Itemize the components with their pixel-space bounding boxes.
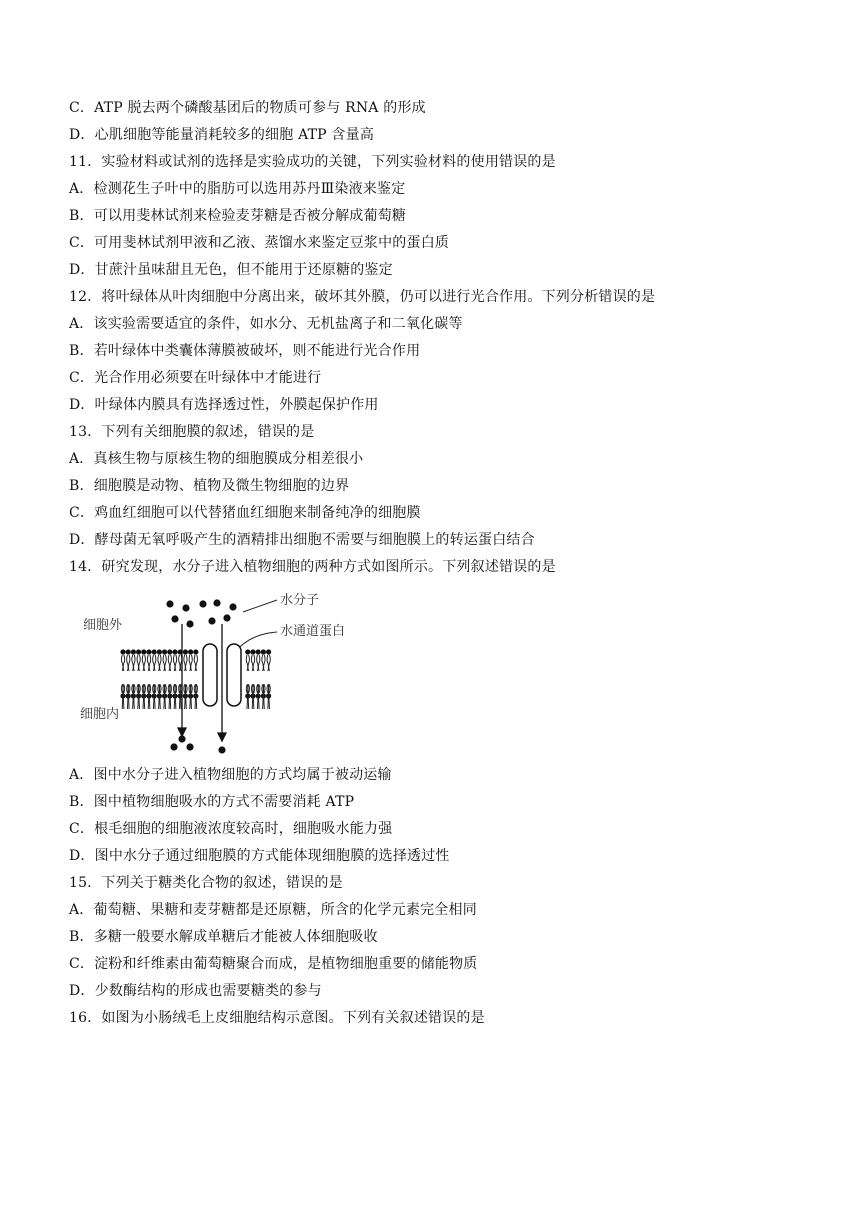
q13-option-c: C．鸡血红细胞可以代替猪血红细胞来制备纯净的细胞膜: [69, 505, 421, 521]
label-inside-cell: 细胞内: [80, 707, 120, 722]
q13-stem: 13．下列有关细胞膜的叙述，错误的是: [69, 424, 315, 440]
q12-option-c: C．光合作用必须要在叶绿体中才能进行: [69, 370, 322, 386]
membrane-diagram: [75, 582, 375, 757]
q14-stem: 14．研究发现，水分子进入植物细胞的两种方式如图所示。下列叙述错误的是: [69, 559, 556, 575]
q15-option-d: D．少数酶结构的形成也需要糖类的参与: [69, 983, 322, 999]
phospholipid-tails: [121, 655, 270, 709]
q11-option-a: A．检测花生子叶中的脂肪可以选用苏丹Ⅲ染液来鉴定: [69, 181, 406, 197]
q13-option-b: B．细胞膜是动物、植物及微生物细胞的边界: [69, 478, 350, 494]
q14-option-a: A．图中水分子进入植物细胞的方式均属于被动运输: [69, 767, 392, 783]
q14-option-c: C．根毛细胞的细胞液浓度较高时，细胞吸水能力强: [69, 821, 393, 837]
q15-option-c: C．淀粉和纤维素由葡萄糖聚合而成，是植物细胞重要的储能物质: [69, 956, 478, 972]
water-leader-line: [243, 600, 277, 612]
q16-stem: 16．如图为小肠绒毛上皮细胞结构示意图。下列有关叙述错误的是: [69, 1010, 485, 1026]
q15-stem: 15．下列关于糖类化合物的叙述，错误的是: [69, 875, 343, 891]
label-aquaporin: 水通道蛋白: [280, 624, 346, 639]
q12-option-b: B．若叶绿体中类囊体薄膜被破坏，则不能进行光合作用: [69, 343, 421, 359]
q11-option-b: B．可以用斐林试剂来检验麦芽糖是否被分解成葡萄糖: [69, 208, 407, 224]
water-channel-figure: [75, 582, 375, 757]
q10-option-d: D．心肌细胞等能量消耗较多的细胞 ATP 含量高: [69, 127, 375, 143]
q15-option-b: B．多糖一般要水解成单糖后才能被人体细胞吸收: [69, 929, 378, 945]
q11-option-c: C．可用斐林试剂甲液和乙液、蒸馏水来鉴定豆浆中的蛋白质: [69, 235, 450, 251]
water-molecules-inside: [170, 735, 225, 753]
label-outside-cell: 细胞外: [83, 618, 123, 633]
q10-option-c: C．ATP 脱去两个磷酸基团后的物质可参与 RNA 的形成: [69, 100, 426, 116]
q11-stem: 11．实验材料或试剂的选择是实验成功的关键，下列实验材料的使用错误的是: [69, 154, 556, 170]
q14-option-b: B．图中植物细胞吸水的方式不需要消耗 ATP: [69, 794, 355, 810]
q13-option-d: D．酵母菌无氧呼吸产生的酒精排出细胞不需要与细胞膜上的转运蛋白结合: [69, 532, 535, 548]
q12-option-a: A．该实验需要适宜的条件，如水分、无机盐离子和二氧化碳等: [69, 316, 463, 332]
q11-option-d: D．甘蔗汁虽味甜且无色，但不能用于还原糖的鉴定: [69, 262, 393, 278]
q12-option-d: D．叶绿体内膜具有选择透过性，外膜起保护作用: [69, 397, 379, 413]
q12-stem: 12．将叶绿体从叶肉细胞中分离出来，破坏其外膜，仍可以进行光合作用。下列分析错误的是: [69, 289, 656, 305]
transport-arrows: [178, 624, 226, 741]
q13-option-a: A．真核生物与原核生物的细胞膜成分相差很小: [69, 451, 364, 467]
label-water-molecule: 水分子: [280, 593, 320, 608]
water-molecules-outside: [166, 599, 236, 627]
q15-option-a: A．葡萄糖、果糖和麦芽糖都是还原糖，所含的化学元素完全相同: [69, 902, 477, 918]
q14-option-d: D．图中水分子通过细胞膜的方式能体现细胞膜的选择透过性: [69, 848, 450, 864]
